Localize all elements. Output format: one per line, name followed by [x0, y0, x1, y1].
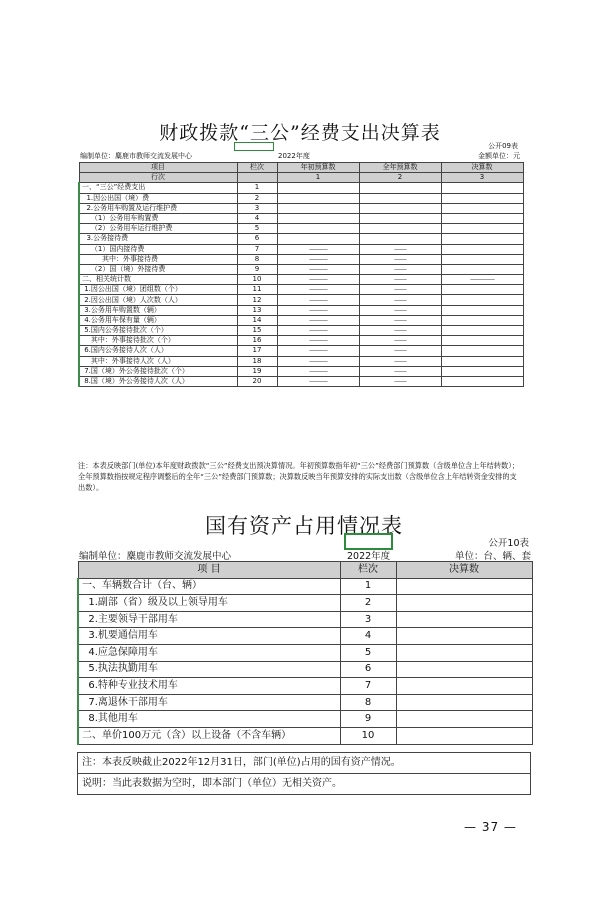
table1-row: [79, 346, 523, 356]
row-number: 3: [340, 611, 396, 628]
value-cell: [359, 183, 441, 193]
table1-header-cell: 年初预算数: [277, 163, 359, 173]
row-label: 4.应急保障用车: [78, 644, 340, 661]
row-label: （1）公务用车购置费: [79, 213, 237, 223]
table1-subheader-cell: 行次: [79, 173, 237, 183]
table2-row: [78, 727, 532, 744]
table1-row: [79, 376, 523, 386]
value-cell: [441, 244, 523, 254]
row-number: 11: [237, 285, 277, 295]
table1-row: [79, 326, 523, 336]
value-cell: ——: [359, 326, 441, 336]
table1-row: [79, 305, 523, 315]
row-number: 7: [340, 678, 396, 695]
table2-unit-org: 编制单位：麋鹿市教师交流发展中心: [79, 551, 232, 562]
row-label: 1.副部（省）级及以上领导用车: [78, 595, 340, 612]
value-cell: [396, 628, 532, 645]
table1-row: [79, 183, 523, 193]
table1-subheader-cell: [237, 173, 277, 183]
value-cell: ———: [277, 315, 359, 325]
table2-row: [78, 711, 532, 728]
value-cell: [441, 356, 523, 366]
value-cell: [396, 694, 532, 711]
table2-year: 2022年度: [347, 551, 391, 562]
table1-row: [79, 193, 523, 203]
row-number: 17: [237, 346, 277, 356]
table1-header-cell: 项目: [79, 163, 237, 173]
table1-note: 注：本表反映部门(单位)本年度财政拨款“三公”经费支出预决算情况。年初预算数指年初“三公”经费部门预算数（含级单位含上年结转数）；全年预算数指按规定程序调整后的全年“三公”经费部门预算数；决算数反映当年预算安排的实际支出数（含级单位含上年结转资金安排的支出数）。: [78, 461, 519, 492]
value-cell: ——: [359, 315, 441, 325]
value-cell: ——: [359, 366, 441, 376]
table2-row: [78, 611, 532, 628]
table1-row: [79, 213, 523, 223]
table1-row: [79, 285, 523, 295]
row-number: 2: [340, 595, 396, 612]
value-cell: [396, 644, 532, 661]
row-label: 8.国（境）外公务接待人次（人）: [79, 376, 237, 386]
value-cell: ——: [359, 264, 441, 274]
table1-row: [79, 203, 523, 213]
value-cell: [441, 213, 523, 223]
value-cell: ——: [359, 275, 441, 285]
value-cell: ———: [277, 346, 359, 356]
value-cell: [277, 234, 359, 244]
value-cell: ——: [359, 244, 441, 254]
value-cell: [277, 203, 359, 213]
row-label: 8.其他用车: [78, 711, 340, 728]
value-cell: [441, 183, 523, 193]
row-label: 1.因公出国（境）团组数（个）: [79, 285, 237, 295]
value-cell: ———: [277, 295, 359, 305]
row-label: 6.国内公务接待人次（人）: [79, 346, 237, 356]
row-number: 6: [237, 234, 277, 244]
value-cell: ———: [277, 244, 359, 254]
table1-row: [79, 254, 523, 264]
value-cell: [277, 193, 359, 203]
row-label: 2.公务用车购置及运行维护费: [79, 203, 237, 213]
row-label: 其中：外事接待费: [79, 254, 237, 264]
table1-row: [79, 244, 523, 254]
row-number: 7: [237, 244, 277, 254]
value-cell: ———: [277, 326, 359, 336]
row-number: 4: [237, 213, 277, 223]
table2-row: [78, 644, 532, 661]
row-label: 其中：外事接待人次（人）: [79, 356, 237, 366]
table1-row: [79, 275, 523, 285]
table1-header-cell: 全年预算数: [359, 163, 441, 173]
page-number: — 37 —: [464, 820, 517, 834]
row-number: 5: [237, 224, 277, 234]
value-cell: ——: [359, 376, 441, 386]
value-cell: [277, 213, 359, 223]
value-cell: ———: [277, 264, 359, 274]
table2-row: [78, 661, 532, 678]
value-cell: [441, 366, 523, 376]
table1-code: 公开09表: [488, 142, 518, 150]
table1-row: [79, 315, 523, 325]
row-label: 一、车辆数合计（台、辆）: [78, 578, 340, 595]
row-number: 9: [237, 264, 277, 274]
row-number: 5: [340, 644, 396, 661]
row-number: 12: [237, 295, 277, 305]
table1-unit-org: 编制单位：麋鹿市教师交流发展中心: [80, 152, 192, 160]
table1-year: 2022年度: [278, 152, 310, 160]
value-cell: [396, 678, 532, 695]
table1-row: [79, 224, 523, 234]
table1-title: 财政拨款“三公”经费支出决算表: [159, 122, 441, 144]
value-cell: ———: [277, 285, 359, 295]
table2-row: [78, 628, 532, 645]
row-number: 2: [237, 193, 277, 203]
value-cell: [396, 727, 532, 744]
row-number: 4: [340, 628, 396, 645]
value-cell: ———: [277, 356, 359, 366]
row-number: 15: [237, 326, 277, 336]
row-number: 10: [340, 727, 396, 744]
value-cell: [396, 711, 532, 728]
table2-note: 注：本表反映截止2022年12月31日，部门(单位)占用的国有资产情况。: [77, 752, 531, 774]
row-label: 6.特种专业技术用车: [78, 678, 340, 695]
row-label: 4.公务用车保有量（辆）: [79, 315, 237, 325]
row-label: （1）国内接待费: [79, 244, 237, 254]
value-cell: [441, 203, 523, 213]
value-cell: ——: [359, 305, 441, 315]
row-number: 14: [237, 315, 277, 325]
row-label: 2.因公出国（境）人次数（人）: [79, 295, 237, 305]
table2-row: [78, 694, 532, 711]
value-cell: [441, 346, 523, 356]
row-number: 1: [340, 578, 396, 595]
table1-row: [79, 234, 523, 244]
row-number: 3: [237, 203, 277, 213]
table1-subheader-cell: 1: [277, 173, 359, 183]
row-label: 7.离退休干部用车: [78, 694, 340, 711]
row-number: 19: [237, 366, 277, 376]
value-cell: [441, 193, 523, 203]
value-cell: [359, 203, 441, 213]
row-label: （2）国（境）外接待费: [79, 264, 237, 274]
table1-row: [79, 366, 523, 376]
value-cell: [396, 578, 532, 595]
row-label: 其中：外事接待批次（个）: [79, 336, 237, 346]
value-cell: [359, 193, 441, 203]
table2-code: 公开10表: [488, 538, 529, 549]
value-cell: ———: [277, 254, 359, 264]
value-cell: ——: [359, 254, 441, 264]
table2-meta: [79, 548, 531, 562]
value-cell: [441, 264, 523, 274]
value-cell: ———: [277, 366, 359, 376]
table2-row: [78, 595, 532, 612]
table1-header-cell: 决算数: [441, 163, 523, 173]
value-cell: [441, 336, 523, 346]
value-cell: [441, 305, 523, 315]
value-cell: ———: [277, 376, 359, 386]
table2-title: 国有资产占用情况表: [205, 514, 403, 538]
row-label: （2）公务用车运行维护费: [79, 224, 237, 234]
table1-row: [79, 264, 523, 274]
row-number: 8: [237, 254, 277, 264]
value-cell: [359, 224, 441, 234]
table1-grid: [78, 162, 524, 387]
table2-header-row: [78, 562, 532, 579]
table2-row: [78, 578, 532, 595]
selection-marker: [234, 142, 274, 151]
table2-unit: 单位：台、辆、套: [454, 551, 531, 562]
row-label: 3.公务用车购置数（辆）: [79, 305, 237, 315]
value-cell: [441, 285, 523, 295]
row-number: 13: [237, 305, 277, 315]
value-cell: [277, 224, 359, 234]
value-cell: [441, 234, 523, 244]
row-label: 3.公务接待费: [79, 234, 237, 244]
row-number: 1: [237, 183, 277, 193]
value-cell: ——: [359, 356, 441, 366]
row-number: 10: [237, 275, 277, 285]
table2-explain: 说明：当此表数据为空时，即本部门（单位）无相关资产。: [77, 773, 531, 795]
table1-subheader-row: [79, 173, 523, 183]
value-cell: ——: [359, 285, 441, 295]
table2-row: [78, 678, 532, 695]
row-label: 二、相关统计数: [79, 275, 237, 285]
value-cell: [396, 595, 532, 612]
row-label: 1.因公出国（境）费: [79, 193, 237, 203]
row-number: 8: [340, 694, 396, 711]
value-cell: [441, 326, 523, 336]
row-number: 20: [237, 376, 277, 386]
table1-row: [79, 356, 523, 366]
value-cell: [396, 661, 532, 678]
table1-row: [79, 336, 523, 346]
value-cell: ——: [359, 346, 441, 356]
value-cell: [441, 315, 523, 325]
table1-header-cell: 栏次: [237, 163, 277, 173]
row-number: 18: [237, 356, 277, 366]
row-label: 7.国（境）外公务接待批次（个）: [79, 366, 237, 376]
value-cell: ————: [441, 275, 523, 285]
value-cell: [359, 213, 441, 223]
table2-header-cell: 栏次: [340, 562, 396, 579]
row-number: 9: [340, 711, 396, 728]
table1-header-row: [79, 163, 523, 173]
table1-subheader-cell: 2: [359, 173, 441, 183]
table1-row: [79, 295, 523, 305]
value-cell: [277, 183, 359, 193]
value-cell: [441, 224, 523, 234]
table1-unit: 金额单位：元: [478, 152, 520, 160]
row-label: 3.机要通信用车: [78, 628, 340, 645]
table2-grid: [77, 561, 533, 745]
row-label: 5.执法执勤用车: [78, 661, 340, 678]
value-cell: [359, 234, 441, 244]
value-cell: ———: [277, 336, 359, 346]
table1-meta: [80, 151, 520, 161]
row-number: 16: [237, 336, 277, 346]
value-cell: ——: [359, 336, 441, 346]
table1-subheader-cell: 3: [441, 173, 523, 183]
value-cell: ———: [277, 305, 359, 315]
value-cell: ———: [277, 275, 359, 285]
table2-header-cell: 决算数: [396, 562, 532, 579]
table2-header-cell: 项 目: [78, 562, 340, 579]
value-cell: [441, 376, 523, 386]
value-cell: ——: [359, 295, 441, 305]
value-cell: [396, 611, 532, 628]
value-cell: [441, 254, 523, 264]
row-label: 5.国内公务接待批次（个）: [79, 326, 237, 336]
row-label: 一、“三公”经费支出: [79, 183, 237, 193]
row-label: 2.主要领导干部用车: [78, 611, 340, 628]
value-cell: [441, 295, 523, 305]
row-label: 二、单价100万元（含）以上设备（不含车辆）: [78, 727, 340, 744]
row-number: 6: [340, 661, 396, 678]
